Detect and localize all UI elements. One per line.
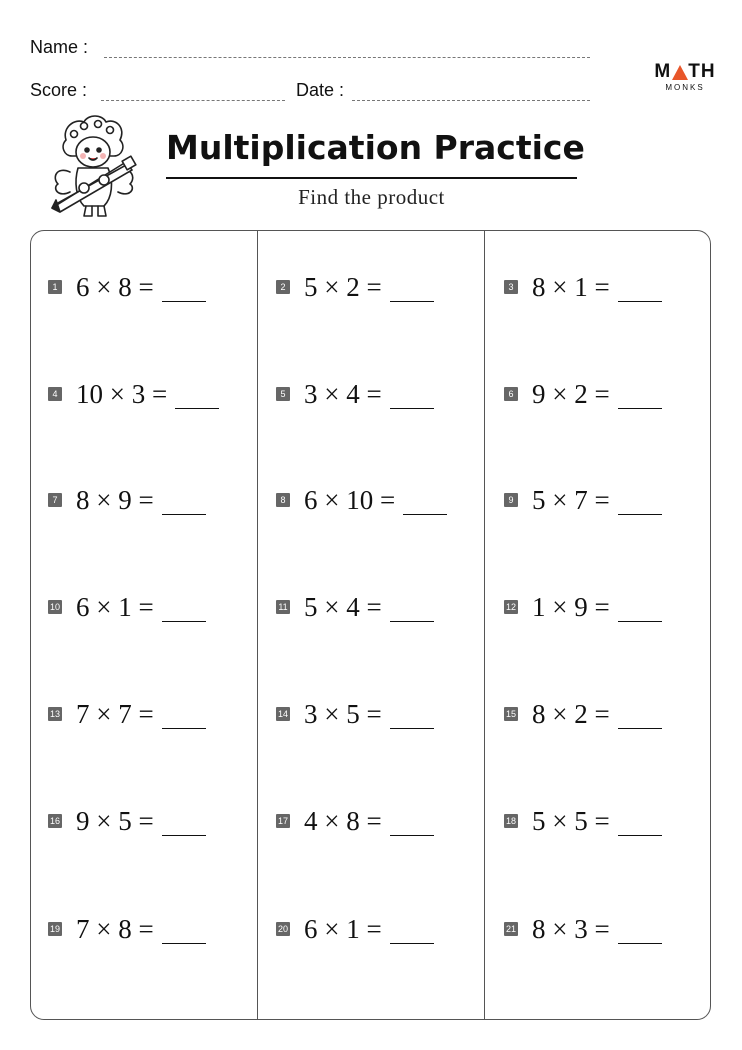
page-subtitle: Find the product [298, 185, 445, 209]
name-field[interactable] [104, 57, 590, 58]
problem-expression: 6 × 10 = [304, 484, 396, 515]
column-divider [257, 230, 258, 1020]
answer-blank[interactable] [618, 919, 662, 944]
name-label: Name : [30, 37, 89, 57]
problem-number-badge: 6 [504, 387, 518, 401]
problem-expression: 5 × 2 = [304, 271, 382, 302]
page-title: Multiplication Practice [166, 128, 585, 167]
problem-item [48, 589, 206, 625]
problem-number-badge: 20 [277, 924, 288, 934]
problem-expression: 7 × 8 = [76, 913, 154, 944]
problem-expression: 6 × 1 = [304, 913, 382, 944]
problem-item [276, 803, 434, 839]
logo-text-right: TH [688, 61, 716, 82]
answer-blank[interactable] [390, 384, 434, 409]
problem-number-badge: 14 [277, 709, 288, 719]
problem-expression: 1 × 9 = [532, 591, 610, 622]
problem-expression: 8 × 2 = [532, 698, 610, 729]
problem-item [48, 696, 206, 732]
problem-item [276, 911, 434, 947]
problem-expression: 10 × 3 = [76, 378, 168, 409]
problem-number-badge: 18 [505, 816, 516, 826]
problem-expression: 5 × 4 = [304, 591, 382, 622]
problem-item [504, 911, 662, 947]
answer-blank[interactable] [390, 919, 434, 944]
problem-expression: 9 × 2 = [532, 378, 610, 409]
title-underline [166, 177, 577, 179]
problem-number-badge: 3 [504, 280, 518, 294]
problem-item [48, 376, 219, 412]
problem-expression: 4 × 8 = [304, 805, 382, 836]
problem-item [504, 696, 662, 732]
math-monks-logo [652, 62, 718, 92]
answer-blank[interactable] [618, 277, 662, 302]
logo-subtext: MONKS [665, 83, 705, 92]
answer-blank[interactable] [390, 597, 434, 622]
problem-expression: 6 × 8 = [76, 271, 154, 302]
problem-item [504, 803, 662, 839]
problem-item [276, 376, 434, 412]
logo-text-left: M [654, 61, 672, 82]
answer-blank[interactable] [390, 811, 434, 836]
problem-number-badge: 8 [276, 493, 290, 507]
answer-blank[interactable] [390, 704, 434, 729]
problem-number-badge: 21 [505, 924, 516, 934]
logo-triangle-icon [672, 65, 688, 80]
problem-expression: 5 × 7 = [532, 484, 610, 515]
problem-expression: 8 × 3 = [532, 913, 610, 944]
problem-number-badge: 5 [276, 387, 290, 401]
problem-number-badge: 15 [505, 709, 516, 719]
problem-expression: 6 × 1 = [76, 591, 154, 622]
answer-blank[interactable] [403, 490, 447, 515]
problem-number-badge: 1 [48, 280, 62, 294]
answer-blank[interactable] [618, 490, 662, 515]
problem-number-badge: 19 [49, 924, 60, 934]
problem-item [504, 482, 662, 518]
problem-item [276, 269, 434, 305]
problem-number-badge: 7 [48, 493, 62, 507]
answer-blank[interactable] [618, 811, 662, 836]
date-label: Date : [296, 80, 345, 100]
problem-expression: 7 × 7 = [76, 698, 154, 729]
problem-item [276, 696, 434, 732]
problem-expression: 5 × 5 = [532, 805, 610, 836]
cherub-with-pencil-icon [48, 112, 150, 222]
problem-number-badge: 10 [49, 602, 60, 612]
answer-blank[interactable] [618, 384, 662, 409]
problem-item [276, 589, 434, 625]
problem-item [48, 911, 206, 947]
answer-blank[interactable] [618, 704, 662, 729]
problem-item [504, 589, 662, 625]
problem-item [48, 269, 206, 305]
problem-number-badge: 11 [276, 600, 290, 614]
problem-item [48, 803, 206, 839]
date-field[interactable] [352, 100, 590, 101]
problem-number-badge: 17 [277, 816, 288, 826]
problem-expression: 3 × 4 = [304, 378, 382, 409]
problem-number-badge: 9 [504, 493, 518, 507]
problem-number-badge: 4 [48, 387, 62, 401]
answer-blank[interactable] [390, 277, 434, 302]
problem-item [276, 482, 447, 518]
problem-number-badge: 12 [505, 602, 516, 612]
problem-expression: 8 × 1 = [532, 271, 610, 302]
problem-number-badge: 16 [49, 816, 60, 826]
problem-item [504, 269, 662, 305]
answer-blank[interactable] [162, 597, 206, 622]
answer-blank[interactable] [175, 384, 219, 409]
problem-item [504, 376, 662, 412]
problem-expression: 3 × 5 = [304, 698, 382, 729]
problem-item [48, 482, 206, 518]
answer-blank[interactable] [162, 704, 206, 729]
answer-blank[interactable] [618, 597, 662, 622]
problem-number-badge: 2 [276, 280, 290, 294]
score-label: Score : [30, 80, 88, 100]
answer-blank[interactable] [162, 919, 206, 944]
problem-expression: 8 × 9 = [76, 484, 154, 515]
score-field[interactable] [101, 100, 285, 101]
problem-expression: 9 × 5 = [76, 805, 154, 836]
problems-panel [30, 230, 711, 1020]
problem-number-badge: 13 [49, 709, 60, 719]
answer-blank[interactable] [162, 811, 206, 836]
answer-blank[interactable] [162, 490, 206, 515]
answer-blank[interactable] [162, 277, 206, 302]
column-divider [484, 230, 485, 1020]
